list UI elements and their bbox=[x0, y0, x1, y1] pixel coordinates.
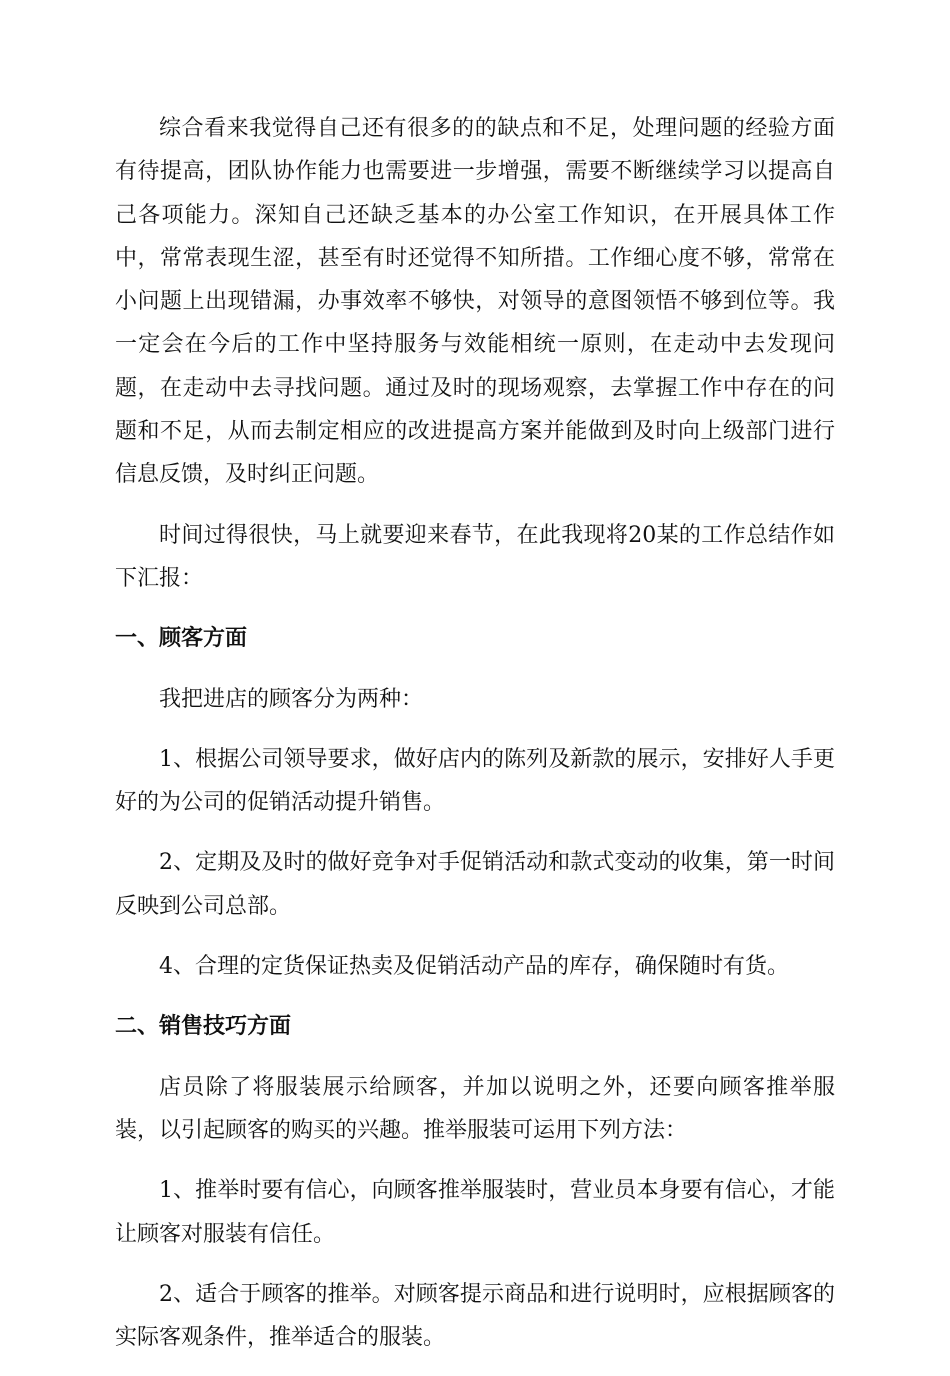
paragraph: 我把进店的顾客分为两种： bbox=[159, 686, 424, 712]
paragraph: 时间过得很快，马上就要迎来春节，在此我现将20某的工作总结作如下汇报： bbox=[115, 522, 835, 591]
list-item: 2、定期及及时的做好竞争对手促销活动和款式变动的收集，第一时间反映到公司总部。 bbox=[115, 850, 835, 919]
list-item: 1、根据公司领导要求，做好店内的陈列及新款的展示，安排好人手更好的为公司的促销活动提升销售。 bbox=[115, 746, 835, 816]
paragraph: 店员除了将服装展示给顾客，并加以说明之外，还要向顾客推举服装，以引起顾客的购买的兴趣。推举服装可运用下列方法： bbox=[115, 1074, 835, 1143]
paragraph: 综合看来我觉得自己还有很多的的缺点和不足，处理问题的经验方面有待提高，团队协作能力也需要进一步增强，需要不断继续学习以提高自己各项能力。深知自己还缺乏基本的办公室工作知识，在开展具体工作中，常常表现生涩，甚至有时还觉得不知所措。工作细心度不够，常常在小问题上出现错漏，办事效率不够快，对领导的意图领悟不够到位等。我一定会在今后的工作中坚持服务与效能相统一原则，在走动中去发现问题，在走动中去寻找问题。通过及时的现场观察，去掌握工作中存在的问题和不足，从而去制定相应的改进提高方案并能做到及时向上级部门进行信息反馈，及时纠正问题。 bbox=[115, 116, 835, 488]
list-item: 1、推举时要有信心，向顾客推举服装时，营业员本身要有信心，才能让顾客对服装有信任。 bbox=[115, 1178, 835, 1247]
list-item: 2、适合于顾客的推举。对顾客提示商品和进行说明时，应根据顾客的实际客观条件，推举适合的服装。 bbox=[115, 1281, 835, 1351]
section-heading: 一、顾客方面 bbox=[115, 626, 248, 652]
section-heading: 二、销售技巧方面 bbox=[115, 1014, 292, 1040]
list-item: 4、合理的定货保证热卖及促销活动产品的库存，确保随时有货。 bbox=[159, 954, 789, 980]
document-body bbox=[115, 107, 835, 1376]
